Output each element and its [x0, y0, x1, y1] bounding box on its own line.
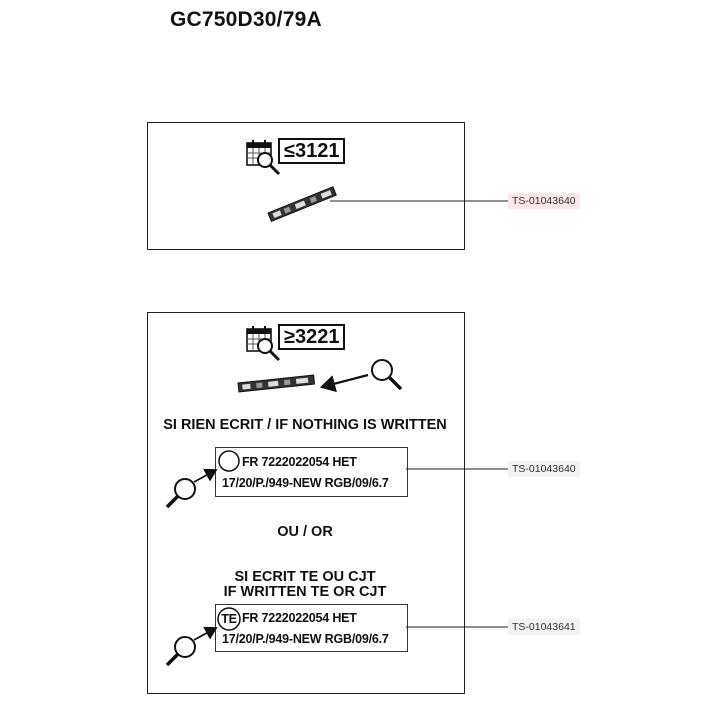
heading-nothing-written: SI RIEN ECRIT / IF NOTHING IS WRITTEN	[163, 417, 447, 433]
diagram-title: GC750D30/79A	[170, 8, 322, 31]
date-code-from: ≥3221	[278, 324, 345, 350]
ref-top: TS-01043640	[508, 193, 580, 209]
label-line2-nothing: 17/20/P./949-NEW RGB/09/6.7	[222, 476, 389, 490]
label-line1-written: FR 7222022054 HET	[242, 611, 357, 625]
ref-written: TS-01043641	[508, 619, 580, 635]
or-text: OU / OR	[277, 524, 333, 540]
te-mark: TE	[221, 612, 237, 626]
label-line2-written: 17/20/P./949-NEW RGB/09/6.7	[222, 632, 389, 646]
heading-written-fr: SI ECRIT TE OU CJT	[234, 569, 376, 585]
date-code-upto: ≤3121	[278, 138, 345, 164]
label-line1-nothing: FR 7222022054 HET	[242, 455, 357, 469]
ref-nothing: TS-01043640	[508, 461, 580, 477]
heading-written-en: IF WRITTEN TE OR CJT	[223, 584, 387, 600]
